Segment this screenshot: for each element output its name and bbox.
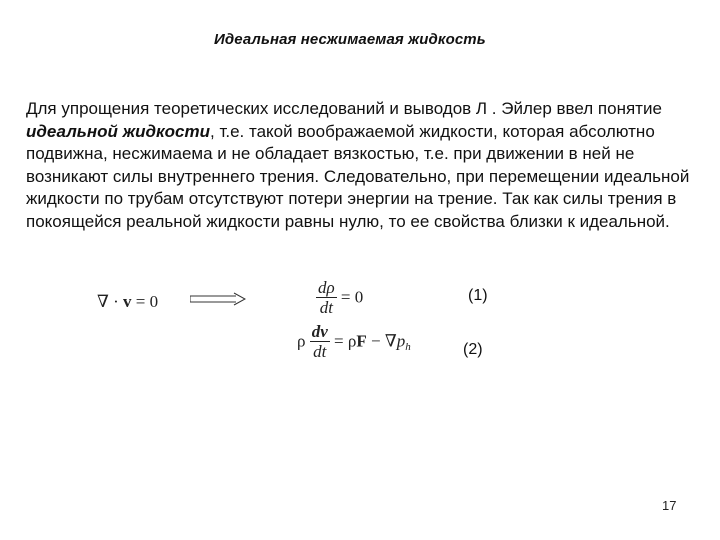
equation-number-1: (1) (468, 287, 488, 304)
continuity-denominator: dt (319, 298, 333, 317)
paragraph-emphasis: идеальной жидкости (26, 121, 211, 141)
paragraph-text-start: Для упрощения теоретических исследований и выводов Л . Эйлер ввел понятие (26, 99, 662, 118)
continuity-numerator: dρ (318, 278, 335, 297)
force-symbol: F (356, 331, 367, 351)
arrow-icon (190, 292, 246, 306)
momentum-lhs: ρ (297, 331, 306, 351)
paragraph-text-end: , т.е. такой воображаемой жидкости, которая абсолютно подвижна, несжимаема и не обладает вязкостью, т.е. при движении в ней не возникают силы внутреннего трения. Следовательно, при перемещении идеальной жидкости по трубам отсутствуют потери энергии на трение. Так как силы трения в покоящейся реальной жидкости равны нулю, то ее свойства близки к идеальной. (26, 121, 690, 231)
nabla-dot: ∇ · (97, 292, 124, 311)
pressure-subscript: h (405, 340, 411, 353)
slide-title: Идеальная несжимаемая жидкость (214, 31, 486, 48)
momentum-equation (297, 322, 411, 361)
momentum-denominator: dt (313, 342, 327, 361)
page-number: 17 (662, 498, 677, 513)
gradient-symbol: − ∇ (366, 331, 397, 351)
continuity-rhs: = 0 (336, 287, 364, 307)
body-paragraph (26, 98, 696, 233)
momentum-fraction (310, 322, 330, 361)
velocity-symbol: v (123, 292, 132, 311)
equation-number-2: (2) (463, 341, 483, 358)
pressure-symbol: p (396, 331, 406, 351)
momentum-eq: = ρ (329, 331, 357, 351)
continuity-fraction (316, 278, 337, 317)
momentum-numerator: dv (311, 322, 328, 341)
divergence-rhs: = 0 (131, 292, 159, 311)
continuity-equation (316, 278, 363, 317)
divergence-equation (97, 292, 158, 312)
